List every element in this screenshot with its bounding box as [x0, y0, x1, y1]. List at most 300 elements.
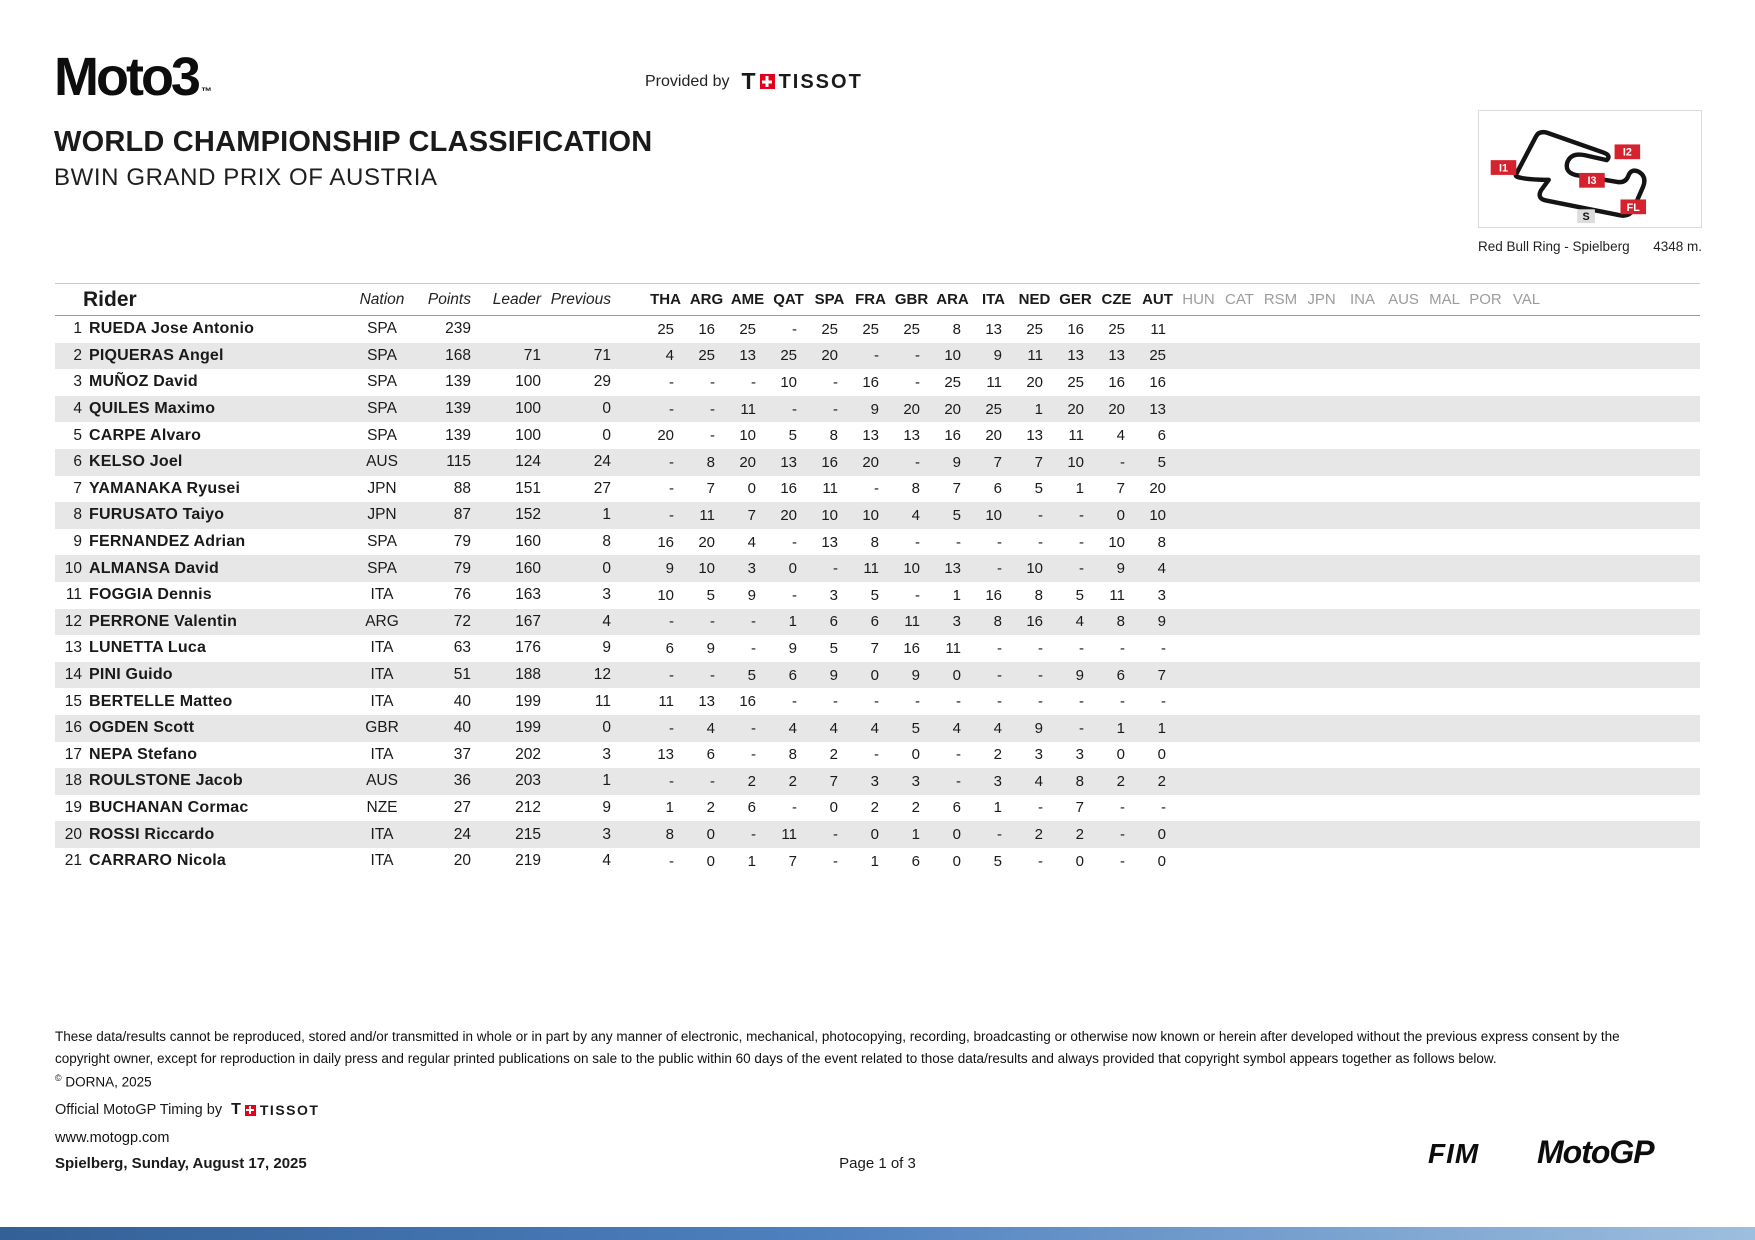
rider-name: ROSSI Riccardo: [89, 825, 215, 843]
nation-cell: AUS: [366, 453, 398, 471]
table-row: [55, 422, 1700, 449]
race-result-cell: -: [997, 560, 1002, 578]
race-result-cell: -: [751, 826, 756, 844]
race-result-cell: -: [669, 666, 674, 684]
leader-cell: 215: [515, 825, 541, 843]
race-result-cell: 20: [1108, 400, 1125, 418]
rider-name: PERRONE Valentin: [89, 612, 238, 630]
race-result-cell: 0: [952, 852, 961, 870]
race-result-cell: 16: [821, 453, 838, 471]
race-result-cell: 13: [1067, 347, 1084, 365]
race-result-cell: 0: [747, 480, 756, 498]
race-result-cell: 11: [1027, 347, 1043, 365]
race-result-cell: 11: [1150, 320, 1166, 338]
moto3-logo-text: Moto3: [54, 47, 198, 107]
race-result-cell: -: [669, 373, 674, 391]
leader-cell: 100: [515, 426, 541, 444]
track-name: Red Bull Ring - Spielberg: [1478, 239, 1630, 254]
previous-cell: 9: [602, 639, 611, 657]
nation-cell: ITA: [370, 825, 394, 843]
race-result-cell: -: [1120, 639, 1125, 657]
race-result-cell: -: [1038, 506, 1043, 524]
event-dateline: Spielberg, Sunday, August 17, 2025: [55, 1155, 307, 1172]
race-column-header: ARA: [936, 291, 969, 308]
copyright-text: DORNA, 2025: [65, 1074, 152, 1090]
race-result-cell: 11: [945, 639, 961, 657]
race-result-cell: -: [751, 639, 756, 657]
race-result-cell: 4: [911, 506, 920, 524]
race-result-cell: 25: [1067, 373, 1084, 391]
race-result-cell: 20: [821, 347, 838, 365]
rank-cell: 17: [64, 745, 82, 763]
race-result-cell: 1: [870, 852, 879, 870]
race-result-cell: 0: [1157, 852, 1166, 870]
table-row: [55, 396, 1700, 423]
race-result-cell: 20: [780, 506, 797, 524]
rider-name: FOGGIA Dennis: [89, 586, 212, 604]
race-result-cell: 3: [829, 586, 838, 604]
points-cell: 115: [446, 453, 471, 471]
race-result-cell: 25: [1108, 320, 1125, 338]
rank-cell: 8: [73, 506, 82, 524]
race-result-cell: -: [997, 639, 1002, 657]
race-result-cell: 4: [706, 719, 715, 737]
nation-cell: SPA: [367, 400, 397, 418]
race-result-cell: 6: [665, 639, 674, 657]
race-result-cell: 20: [985, 427, 1002, 445]
race-result-cell: -: [751, 613, 756, 631]
nation-cell: JPN: [367, 479, 397, 497]
tissot-t: T: [231, 1101, 241, 1118]
table-row: [55, 449, 1700, 476]
race-result-cell: -: [751, 746, 756, 764]
swiss-flag-icon: [245, 1105, 256, 1116]
points-cell: 168: [445, 346, 471, 364]
race-result-cell: 5: [870, 586, 879, 604]
tissot-logo-small: [231, 1102, 319, 1118]
race-result-cell: -: [1079, 506, 1084, 524]
rank-cell: 16: [64, 719, 82, 737]
race-result-cell: -: [669, 453, 674, 471]
leader-cell: 151: [515, 479, 541, 497]
race-result-cell: 10: [780, 373, 797, 391]
rider-name: QUILES Maximo: [89, 400, 216, 418]
race-result-cell: -: [1079, 719, 1084, 737]
nation-cell: SPA: [367, 320, 397, 338]
table-row: [55, 476, 1700, 503]
nation-cell: NZE: [366, 798, 398, 816]
race-column-header: CZE: [1101, 291, 1132, 308]
race-result-cell: 16: [1067, 320, 1084, 338]
race-result-cell: -: [1161, 799, 1166, 817]
race-result-cell: 10: [944, 347, 961, 365]
race-result-cell: 20: [944, 400, 961, 418]
race-result-cell: 1: [665, 799, 674, 817]
race-result-cell: 7: [1034, 453, 1043, 471]
copyright-line: [55, 1073, 152, 1090]
race-result-cell: 9: [829, 666, 838, 684]
rider-name: OGDEN Scott: [89, 719, 195, 737]
race-result-cell: -: [710, 666, 715, 684]
nation-cell: SPA: [367, 346, 397, 364]
rider-name: FERNANDEZ Adrian: [89, 533, 246, 551]
race-result-cell: 6: [870, 613, 879, 631]
race-result-cell: 20: [903, 400, 920, 418]
race-result-cell: 0: [706, 826, 715, 844]
race-result-cell: 11: [822, 480, 838, 498]
race-result-cell: 10: [1026, 560, 1043, 578]
race-result-cell: 5: [747, 666, 756, 684]
rider-name: YAMANAKA Ryusei: [89, 479, 241, 497]
race-result-cell: -: [710, 772, 715, 790]
race-column-header: POR: [1469, 291, 1502, 308]
race-result-cell: 5: [706, 586, 715, 604]
leader-cell: 100: [515, 400, 541, 418]
race-result-cell: 10: [1149, 506, 1166, 524]
rank-cell: 21: [64, 852, 82, 870]
race-result-cell: 7: [993, 453, 1002, 471]
rank-cell: 6: [73, 453, 82, 471]
race-result-cell: -: [833, 373, 838, 391]
race-result-cell: -: [1038, 693, 1043, 711]
rank-cell: 10: [64, 559, 82, 577]
race-result-cell: 13: [985, 320, 1002, 338]
race-result-cell: 16: [657, 533, 674, 551]
race-result-cell: 10: [1067, 453, 1084, 471]
previous-cell: 3: [602, 745, 611, 763]
race-result-cell: 0: [870, 666, 879, 684]
race-result-cell: 4: [952, 719, 961, 737]
race-result-cell: 25: [780, 347, 797, 365]
race-result-cell: -: [833, 826, 838, 844]
leader-cell: 163: [515, 586, 541, 604]
race-result-cell: 4: [1075, 613, 1084, 631]
race-result-cell: 0: [1157, 746, 1166, 764]
race-column-header: CAT: [1225, 291, 1254, 308]
rider-name: LUNETTA Luca: [89, 639, 207, 657]
legal-text: [55, 1026, 1715, 1070]
race-result-cell: 2: [1075, 826, 1084, 844]
race-result-cell: -: [874, 480, 879, 498]
race-result-cell: 8: [952, 320, 961, 338]
race-result-cell: -: [833, 560, 838, 578]
race-result-cell: 4: [870, 719, 879, 737]
race-result-cell: 13: [657, 746, 674, 764]
race-result-cell: 6: [788, 666, 797, 684]
motogp-url-link[interactable]: www.motogp.com: [55, 1130, 170, 1146]
tissot-wordmark: TISSOT: [259, 1102, 320, 1118]
race-result-cell: -: [1161, 639, 1166, 657]
rider-name: ROULSTONE Jacob: [89, 772, 243, 790]
rank-cell: 20: [64, 825, 82, 843]
previous-cell: 0: [602, 719, 611, 737]
race-result-cell: 8: [706, 453, 715, 471]
table-row: [55, 343, 1700, 370]
race-result-cell: 6: [829, 613, 838, 631]
race-column-header: JPN: [1307, 291, 1336, 308]
race-result-cell: 9: [911, 666, 920, 684]
race-result-cell: 25: [985, 400, 1002, 418]
race-result-cell: -: [1120, 852, 1125, 870]
previous-cell: 27: [593, 479, 611, 497]
svg-text:I1: I1: [1498, 162, 1508, 175]
race-result-cell: 11: [740, 400, 756, 418]
race-result-cell: -: [915, 586, 920, 604]
race-result-cell: 8: [1075, 772, 1084, 790]
nation-cell: ITA: [370, 745, 394, 763]
race-result-cell: 13: [780, 453, 797, 471]
previous-cell: 12: [593, 666, 611, 684]
tissot-t: T: [741, 68, 756, 94]
race-result-cell: 1: [788, 613, 797, 631]
race-column-header: MAL: [1429, 291, 1460, 308]
previous-cell: 8: [602, 533, 611, 551]
table-row: [55, 582, 1700, 609]
race-result-cell: -: [792, 400, 797, 418]
leader-cell: 152: [515, 506, 541, 524]
nation-cell: ITA: [370, 639, 394, 657]
tissot-wordmark: TISSOT: [778, 70, 863, 93]
race-result-cell: 2: [993, 746, 1002, 764]
leader-cell: 188: [515, 666, 541, 684]
race-result-cell: 0: [829, 799, 838, 817]
previous-cell: 29: [593, 373, 611, 391]
race-result-cell: -: [669, 852, 674, 870]
race-result-cell: 6: [911, 852, 920, 870]
race-result-cell: 25: [862, 320, 879, 338]
race-result-cell: 2: [706, 799, 715, 817]
track-label-fl: [1620, 199, 1646, 214]
race-column-header: FRA: [855, 291, 886, 308]
race-result-cell: 7: [952, 480, 961, 498]
rider-name: CARPE Alvaro: [89, 426, 202, 444]
race-result-cell: 25: [1026, 320, 1043, 338]
race-column-header: HUN: [1182, 291, 1215, 308]
table-row: [55, 502, 1700, 529]
race-result-cell: -: [997, 533, 1002, 551]
table-row: [55, 529, 1700, 556]
leader-cell: 203: [515, 772, 541, 790]
leader-cell: 160: [515, 559, 541, 577]
rank-cell: 19: [64, 798, 82, 816]
race-result-cell: 3: [952, 613, 961, 631]
race-column-header: ARG: [689, 291, 724, 308]
race-result-cell: 11: [699, 506, 715, 524]
rider-column-header: Rider: [83, 287, 137, 311]
race-result-cell: 8: [1157, 533, 1166, 551]
race-result-cell: 9: [870, 400, 879, 418]
nation-cell: SPA: [367, 426, 397, 444]
race-result-cell: 8: [1034, 586, 1043, 604]
race-result-cell: 16: [698, 320, 715, 338]
race-result-cell: 20: [862, 453, 879, 471]
race-result-cell: 16: [1149, 373, 1166, 391]
previous-cell: 1: [602, 772, 611, 790]
points-cell: 139: [445, 400, 471, 418]
fim-logo: FIM: [1428, 1138, 1480, 1169]
race-result-cell: 7: [788, 852, 797, 870]
race-result-cell: 2: [911, 799, 920, 817]
race-result-cell: 0: [706, 852, 715, 870]
race-result-cell: 9: [993, 347, 1002, 365]
classification-table: [55, 283, 1700, 874]
page-number: Page 1 of 3: [839, 1155, 916, 1172]
race-result-cell: 0: [911, 746, 920, 764]
race-result-cell: -: [669, 480, 674, 498]
track-panel: [1478, 110, 1702, 254]
race-result-cell: -: [710, 400, 715, 418]
table-row: [55, 848, 1700, 875]
race-result-cell: 8: [665, 826, 674, 844]
event-subtitle: BWIN GRAND PRIX OF AUSTRIA: [54, 164, 438, 191]
race-result-cell: -: [956, 533, 961, 551]
race-column-header: GER: [1059, 291, 1092, 308]
race-result-cell: 10: [903, 560, 920, 578]
race-result-cell: -: [956, 772, 961, 790]
race-result-cell: 13: [739, 347, 756, 365]
race-result-cell: 4: [747, 533, 756, 551]
race-result-cell: 10: [698, 560, 715, 578]
race-result-cell: 5: [788, 427, 797, 445]
points-cell: 63: [453, 639, 471, 657]
race-result-cell: -: [874, 693, 879, 711]
race-result-cell: -: [1079, 639, 1084, 657]
leader-column-header: Leader: [492, 290, 541, 308]
race-result-cell: -: [874, 347, 879, 365]
race-result-cell: -: [1120, 693, 1125, 711]
table-row: [55, 609, 1700, 636]
race-result-cell: 11: [863, 560, 879, 578]
race-result-cell: -: [792, 533, 797, 551]
race-result-cell: 11: [658, 693, 674, 711]
race-result-cell: 9: [952, 453, 961, 471]
track-map-box: [1478, 110, 1702, 228]
track-label-i2: [1615, 144, 1641, 159]
race-result-cell: 7: [747, 506, 756, 524]
points-column-header: Points: [427, 290, 471, 308]
points-cell: 37: [453, 745, 471, 763]
race-result-cell: -: [956, 746, 961, 764]
rider-name: NEPA Stefano: [89, 745, 198, 763]
race-result-cell: 3: [747, 560, 756, 578]
rank-cell: 3: [73, 373, 82, 391]
race-result-cell: 3: [911, 772, 920, 790]
race-result-cell: 7: [706, 480, 715, 498]
leader-cell: 176: [515, 639, 541, 657]
race-result-cell: -: [792, 586, 797, 604]
race-result-cell: 7: [829, 772, 838, 790]
race-result-cell: -: [710, 613, 715, 631]
points-cell: 139: [445, 426, 471, 444]
race-result-cell: 6: [993, 480, 1002, 498]
race-result-cell: 10: [657, 586, 674, 604]
rider-name: RUEDA Jose Antonio: [89, 320, 255, 338]
moto3-logo: [54, 47, 212, 107]
points-cell: 76: [453, 586, 471, 604]
race-result-cell: 11: [1109, 586, 1125, 604]
table-row: [55, 768, 1700, 795]
race-result-cell: -: [1079, 560, 1084, 578]
race-column-header: INA: [1349, 291, 1375, 308]
race-result-cell: -: [1038, 639, 1043, 657]
race-result-cell: 3: [870, 772, 879, 790]
previous-cell: 1: [602, 506, 611, 524]
previous-cell: 3: [602, 586, 611, 604]
race-result-cell: -: [792, 693, 797, 711]
race-result-cell: 2: [829, 746, 838, 764]
race-result-cell: 25: [1149, 347, 1166, 365]
race-result-cell: 11: [1068, 427, 1084, 445]
race-result-cell: -: [710, 373, 715, 391]
points-cell: 72: [453, 612, 471, 630]
race-result-cell: 25: [657, 320, 674, 338]
race-result-cell: 1: [747, 852, 756, 870]
race-result-cell: -: [997, 666, 1002, 684]
leader-cell: 71: [523, 346, 541, 364]
leader-cell: 167: [515, 612, 541, 630]
race-result-cell: 9: [1034, 719, 1043, 737]
race-result-cell: 7: [870, 639, 879, 657]
track-length: 4348 m.: [1653, 239, 1702, 254]
rank-cell: 4: [73, 400, 82, 418]
leader-cell: 219: [515, 852, 541, 870]
table-row: [55, 555, 1700, 582]
race-result-cell: 2: [747, 772, 756, 790]
race-result-cell: 6: [706, 746, 715, 764]
race-result-cell: 3: [1034, 746, 1043, 764]
previous-cell: 71: [593, 346, 611, 364]
leader-cell: 100: [515, 373, 541, 391]
race-result-cell: -: [1120, 799, 1125, 817]
points-cell: 40: [453, 719, 471, 737]
race-result-cell: 6: [952, 799, 961, 817]
rider-name: FURUSATO Taiyo: [89, 506, 225, 524]
rider-name: MUÑOZ David: [89, 373, 198, 391]
race-result-cell: 16: [903, 639, 920, 657]
race-result-cell: 10: [862, 506, 879, 524]
points-cell: 27: [453, 798, 471, 816]
tissot-logo: [742, 70, 863, 93]
race-result-cell: 9: [1075, 666, 1084, 684]
race-result-cell: 1: [1034, 400, 1043, 418]
legal-line-1: These data/results cannot be reproduced, stored and/or transmitted in whole or in part by any manner of electronic, mechanical, photocopying, recording, broadcasting or otherwise now known or herein after developed without the previous express consent by the: [55, 1029, 1620, 1044]
race-result-cell: -: [669, 719, 674, 737]
race-result-cell: 16: [1026, 613, 1043, 631]
race-result-cell: 8: [911, 480, 920, 498]
table-row: [55, 316, 1700, 343]
race-result-cell: 5: [911, 719, 920, 737]
race-result-cell: 13: [903, 427, 920, 445]
race-result-cell: 0: [870, 826, 879, 844]
race-result-cell: 8: [870, 533, 879, 551]
race-result-cell: 1: [1075, 480, 1084, 498]
table-row: [55, 795, 1700, 822]
previous-cell: 24: [593, 453, 611, 471]
race-result-cell: 0: [1116, 746, 1125, 764]
race-result-cell: 20: [1067, 400, 1084, 418]
race-result-cell: 16: [985, 586, 1002, 604]
race-result-cell: 1: [952, 586, 961, 604]
race-result-cell: 3: [1075, 746, 1084, 764]
rank-cell: 15: [64, 692, 82, 710]
race-result-cell: -: [669, 772, 674, 790]
rider-name: PIQUERAS Angel: [89, 346, 224, 364]
race-result-cell: 20: [698, 533, 715, 551]
leader-cell: 202: [515, 745, 541, 763]
race-result-cell: 2: [870, 799, 879, 817]
previous-column-header: Previous: [550, 290, 611, 308]
rider-name: ALMANSA David: [89, 559, 220, 577]
